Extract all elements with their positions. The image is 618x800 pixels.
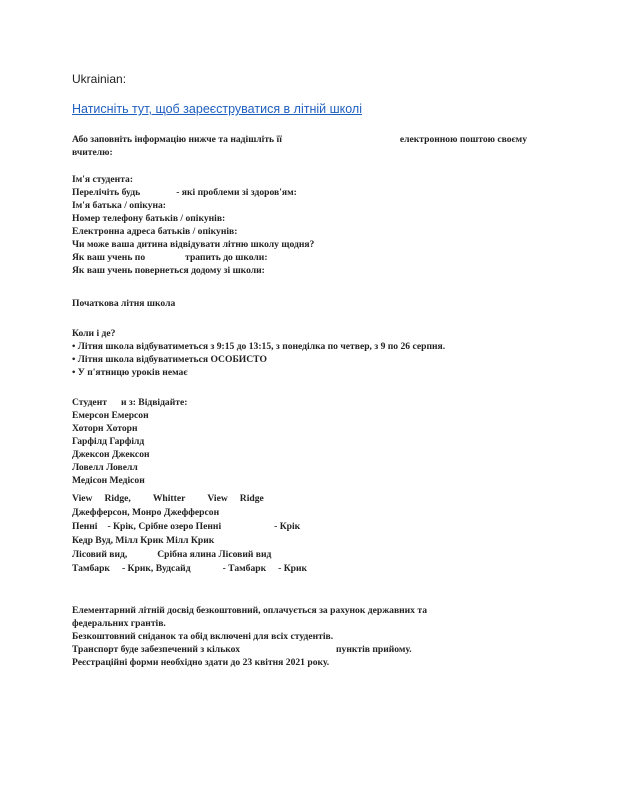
form-field-return-home: Як ваш учень повернеться додому зі школи: xyxy=(72,265,265,276)
when-where-heading: Коли і де? xyxy=(72,328,116,339)
footer-line-meals: Безкоштовний сніданок та обід включені для всіх студентів. xyxy=(72,631,334,642)
school-row: Джефферсон, Монро Джефферсон xyxy=(72,507,220,518)
form-field-attendance-question: Чи може ваша дитина відвідувати літню школу щодня? xyxy=(72,239,315,250)
language-label: Ukrainian: xyxy=(72,72,127,86)
when-where-bullet-in-person: • Літня школа відбуватиметься ОСОБИСТО xyxy=(72,354,267,365)
intro-line-1: Або заповніть інформацію нижче та надішліть її електронною поштою своєму xyxy=(72,134,528,145)
form-field-arrival: Як ваш учень по трапить до школи: xyxy=(72,252,268,263)
footer-line-grants-cont: федеральних грантів. xyxy=(72,618,166,629)
footer-line-transport: Транспорт буде забезпечений з кількох пунктів прийому. xyxy=(72,644,412,655)
school-row: Джексон Джексон xyxy=(72,449,150,460)
when-where-bullet-schedule: • Літня школа відбуватиметься з 9:15 до 13:15, з понеділка по четвер, з 9 по 26 серпня. xyxy=(72,341,446,352)
school-row: Пенні - Крік, Срібне озеро Пенні - Крік xyxy=(72,521,301,532)
form-field-health-issues: Перелічіть будь - які проблеми зі здоров'ям: xyxy=(72,187,297,198)
school-row: Кедр Вуд, Мілл Крик Мілл Крик xyxy=(72,535,215,546)
form-field-student-name: Ім'я студента: xyxy=(72,174,134,185)
school-row: Лісовий вид, Срібна ялина Лісовий вид xyxy=(72,549,272,560)
summer-school-registration-link[interactable]: Натисніть тут, щоб зареєструватися в літній школі xyxy=(72,102,362,116)
when-where-bullet-fridays: • У п'ятницю уроків немає xyxy=(72,367,188,378)
footer-line-deadline: Реєстраційні форми необхідно здати до 23 квітня 2021 року. xyxy=(72,657,330,668)
school-row: Медісон Медісон xyxy=(72,475,145,486)
school-row: Тамбарк - Крик, Вудсайд - Тамбарк - Крик xyxy=(72,563,308,574)
schools-heading: Студент и з: Відвідайте: xyxy=(72,397,188,408)
section-title: Початкова літня школа xyxy=(72,298,176,309)
school-row: Гарфілд Гарфілд xyxy=(72,436,145,447)
footer-line-grants: Елементарний літній досвід безкоштовний, оплачується за рахунок державних та xyxy=(72,605,428,616)
school-row: View Ridge, Whitter View Ridge xyxy=(72,493,264,504)
form-field-parent-email: Електронна адреса батьків / опікунів: xyxy=(72,226,238,237)
school-row: Ловелл Ловелл xyxy=(72,462,138,473)
school-row: Емерсон Емерсон xyxy=(72,410,149,421)
form-field-parent-phone: Номер телефону батьків / опікунів: xyxy=(72,213,226,224)
intro-line-2: вчителю: xyxy=(72,147,113,158)
form-field-parent-name: Ім'я батька / опікуна: xyxy=(72,200,166,211)
school-row: Хоторн Хоторн xyxy=(72,423,138,434)
